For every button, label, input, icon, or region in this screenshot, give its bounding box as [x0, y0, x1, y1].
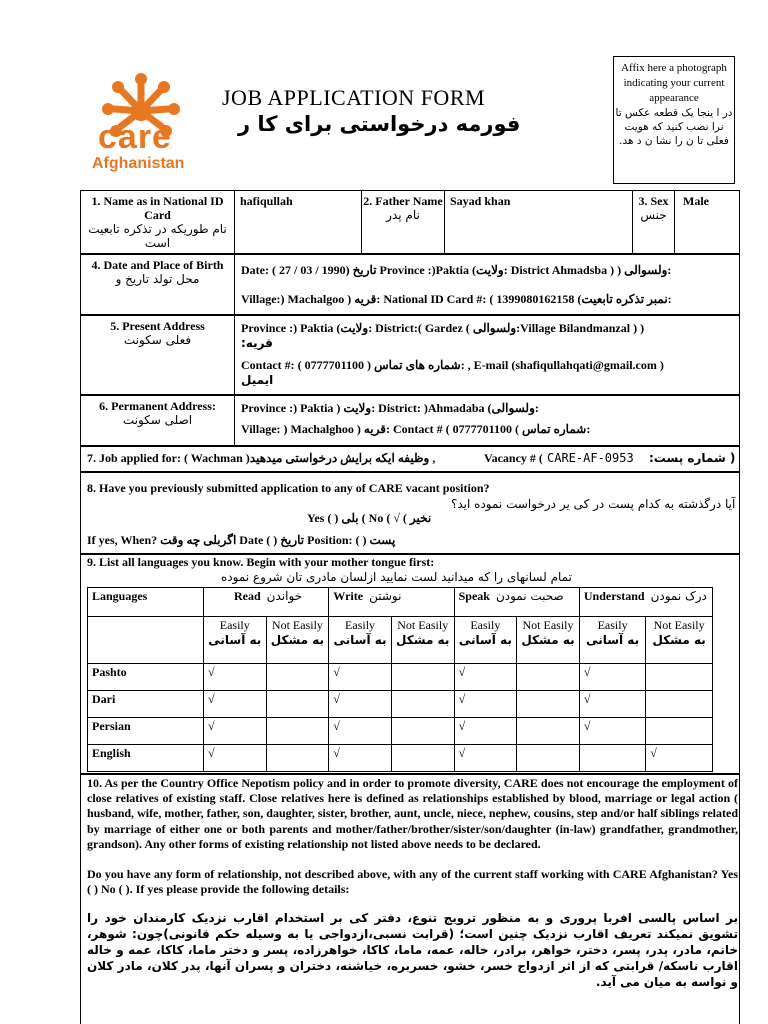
present-line-1b: قریه: [241, 336, 273, 350]
skill-checkmark-cell[interactable] [266, 691, 329, 718]
col-write: Write نوشتن [329, 588, 454, 617]
skill-checkmark-cell[interactable]: √ [204, 718, 267, 745]
father-label-cell [361, 191, 444, 253]
skill-checkmark-cell[interactable]: √ [329, 691, 392, 718]
father-value-cell[interactable] [444, 191, 632, 253]
col-languages: Languages [88, 588, 204, 617]
nepotism-policy-text: 10. As per the Country Office Nepotism policy and in order to promote diversity, CARE does not encourage the employment of close relatives of existing staff. Close relatives here is defined as relationships established by blood, marriage or legal action ( husband, wife, mother, father, son, daughter, sister, brother, aunt, uncle, niece, nephew, cousins, step and/or half siblings related by marriage of either one or both parents and mother/father/brother/sister/son/daughter (in-law) grandfather, grandmother, grandson). Any other forms of existing relationship not listed above needs to be declared. [87, 776, 738, 851]
present-label: 5. Present Address [110, 319, 205, 333]
language-name: English [88, 745, 204, 772]
birth-label-cell [81, 255, 234, 314]
vacancy-label: Vacancy # ( [484, 451, 543, 465]
skill-checkmark-cell[interactable]: √ [454, 718, 517, 745]
name-label: 1. Name as in National ID Card [91, 194, 224, 222]
name-label-cell [81, 191, 234, 253]
birth-value-cell[interactable] [234, 255, 739, 314]
skill-checkmark-cell[interactable] [391, 718, 454, 745]
vacancy-value[interactable]: CARE-AF-0953 [547, 451, 634, 465]
easily-header: Easily به آسانی [454, 617, 517, 664]
skill-checkmark-cell[interactable]: √ [454, 745, 517, 772]
easily-header: Easily به آسانی [579, 617, 645, 664]
relationship-question[interactable]: Do you have any form of relationship, not described above, with any of the current staff working with CARE Afghanistan? Yes ( ) No ( ). If yes please provide the following details: [87, 867, 738, 897]
permanent-value-cell[interactable] [234, 396, 739, 445]
skill-checkmark-cell[interactable] [646, 664, 713, 691]
skill-level-row [88, 617, 713, 664]
col-speak: Speak صحبت نمودن [454, 588, 579, 617]
prev-when[interactable]: If yes, When? اگربلی چه وقت Date ( ) تاریخ Position: ( ) پست [87, 533, 396, 547]
sex-label: 3. Sex [638, 194, 669, 208]
logo-word: care [98, 118, 172, 156]
skill-checkmark-cell[interactable] [266, 664, 329, 691]
not-easily-header: Not Easily به مشکل [646, 617, 713, 664]
name-value-cell[interactable] [234, 191, 361, 253]
col-understand: Understand درک نمودن [579, 588, 712, 617]
sex-label-fa: جنس [640, 208, 667, 222]
easily-header: Easily به آسانی [204, 617, 267, 664]
father-label-fa: نام پدر [386, 208, 420, 222]
language-name: Pashto [88, 664, 204, 691]
skill-checkmark-cell[interactable]: √ [204, 664, 267, 691]
permanent-line-2[interactable]: Village: ) Machalghoo ) قریه: Contact # ( 0777701100 ( شماره تماس: [241, 422, 591, 436]
skill-checkmark-cell[interactable]: √ [329, 745, 392, 772]
skill-checkmark-cell[interactable] [646, 691, 713, 718]
photo-instruction: Affix here a photograph indicating your current appearance [621, 62, 727, 104]
skill-checkmark-cell[interactable]: √ [204, 745, 267, 772]
easily-header: Easily به آسانی [329, 617, 392, 664]
skill-checkmark-cell[interactable] [579, 745, 645, 772]
present-value-cell[interactable] [234, 316, 739, 394]
birth-label-fa: محل تولد تاریخ و [115, 272, 200, 286]
nepotism-policy-fa: بر اساس پالسی افربا پروری و به منظور ترویج تنوع، دفتر کی بر استخدام اقارب نزدیک کارمندان خود را تشویق نمیکند تعریف اقارب نزدیک چنین است؛ (قرابت نسبی،ازدواجی یا به وسیله حکم قانونی)چون: شوهر، خانم، مادر، پدر، پسر، دختر، خواهر، برادر، خاله، عمه، ماما، کاکا، خواهرزاده، پسر و دختر ماما، کاکا، عمه و خاله اقارب ناسکه/ قرابتی که از اثر ازدواج خسر، خشو، خسربره، خیاشنه، دختران و پسران آنها، پدر کلان، مادر کلان و نواسه به میان می آید. [87, 911, 738, 989]
present-label-fa: فعلی سکونت [123, 333, 192, 347]
name-label-fa: نام طوریکه در تذکره تابعیت است [88, 222, 227, 250]
skill-checkmark-cell[interactable] [391, 745, 454, 772]
blank-cell [88, 617, 204, 664]
not-easily-header: Not Easily به مشکل [391, 617, 454, 664]
sex-value[interactable]: Male [683, 194, 709, 208]
language-row [88, 664, 713, 691]
skill-checkmark-cell[interactable]: √ [579, 664, 645, 691]
permanent-line-1[interactable]: Province :) Paktia ) ولایت: District: )Ahmadaba (ولسوالی: [241, 401, 539, 415]
prev-question: 8. Have you previously submitted application to any of CARE vacant position? [87, 481, 490, 495]
permanent-label-cell [81, 396, 234, 445]
language-row [88, 691, 713, 718]
name-value[interactable]: hafiqullah [240, 194, 293, 208]
languages-table [87, 587, 713, 772]
skill-checkmark-cell[interactable] [517, 664, 580, 691]
not-easily-header: Not Easily به مشکل [517, 617, 580, 664]
present-line-2[interactable]: Contact #: ( 0777701100 ) شماره های تماس: , E-mail (shafiqullahqati@gmail.com ) [241, 358, 664, 372]
form-title-fa: فورمه درخواستی برای کا ر [238, 112, 521, 136]
languages-title-fa: تمام لسانهای را که میدانید لست نمایید ازلسان مادری تان شروع نموده [221, 570, 572, 584]
logo-country: Afghanistan [92, 155, 185, 172]
skill-checkmark-cell[interactable]: √ [579, 691, 645, 718]
sex-label-cell [632, 191, 674, 253]
skill-checkmark-cell[interactable]: √ [329, 718, 392, 745]
present-line-1[interactable]: Province :) Paktia (ولایت: District:( Gardez ( ولسوالی:Village Bilandmanzal ) ) [241, 321, 645, 335]
not-easily-header: Not Easily به مشکل [266, 617, 329, 664]
skill-checkmark-cell[interactable] [517, 691, 580, 718]
skill-checkmark-cell[interactable] [266, 745, 329, 772]
section-present-address [80, 315, 740, 395]
skill-checkmark-cell[interactable] [266, 718, 329, 745]
permanent-label: 6. Permanent Address: [99, 399, 216, 413]
photo-instruction-fa: در ا ینجا یک قطعه عکس تا نرا نصب کنید که هویت فعلی تا ن را نشا ن د هد. [615, 107, 733, 147]
father-value[interactable]: Sayad khan [450, 194, 511, 208]
prev-yes-no[interactable]: Yes ( ) بلی ( No ( √ ( نخیر [307, 511, 432, 525]
skill-checkmark-cell[interactable]: √ [329, 664, 392, 691]
skill-checkmark-cell[interactable] [517, 718, 580, 745]
skill-checkmark-cell[interactable] [391, 664, 454, 691]
birth-line-2[interactable]: Village:) Machalgoo ) قریه: National ID Card #: ( 1399080162158 (نمبر تذکره تابعیت: [241, 292, 672, 306]
nepotism-policy [87, 776, 738, 897]
present-label-cell [81, 316, 234, 394]
birth-label: 4. Date and Place of Birth [91, 258, 224, 272]
prev-question-fa: آیا درگذشته به کدام پست در کی یر درخواست نموده اید؟ [451, 497, 736, 511]
skill-checkmark-cell[interactable] [391, 691, 454, 718]
permanent-label-fa: اصلی سکونت [122, 413, 193, 427]
father-label: 2. Father Name [363, 194, 443, 208]
languages-title: 9. List all languages you know. Begin with your mother tongue first: [87, 555, 435, 569]
vacancy-label-fa: ( شماره پست: [649, 451, 736, 465]
language-name: Persian [88, 718, 204, 745]
language-rows [88, 664, 713, 772]
sex-value-cell[interactable] [674, 191, 739, 253]
job-applied[interactable]: 7. Job applied for: ( Wachman )وظیفه ایکه برایش درخواستی میدهید , [87, 451, 436, 465]
language-name: Dari [88, 691, 204, 718]
birth-line-1[interactable]: Date: ( 27 / 03 / 1990) تاریخ Province :)Paktia (ولایت: District Ahmadsba ) ) ولسوالی: [241, 263, 672, 277]
col-read: Read خواندن [204, 588, 329, 617]
skill-checkmark-cell[interactable]: √ [454, 691, 517, 718]
section-previous-application [80, 472, 740, 554]
section-birth [80, 254, 740, 315]
language-row [88, 745, 713, 772]
form-title: JOB APPLICATION FORM [222, 85, 486, 110]
skill-checkmark-cell[interactable]: √ [204, 691, 267, 718]
skill-checkmark-cell[interactable] [517, 745, 580, 772]
section-job-applied [80, 446, 740, 472]
photo-box[interactable] [613, 56, 735, 184]
skill-checkmark-cell[interactable]: √ [454, 664, 517, 691]
language-row [88, 718, 713, 745]
skill-checkmark-cell[interactable]: √ [646, 745, 713, 772]
skill-checkmark-cell[interactable]: √ [579, 718, 645, 745]
skill-checkmark-cell[interactable] [646, 718, 713, 745]
section-permanent-address [80, 395, 740, 446]
section-name [80, 190, 740, 254]
present-line-2b: ایمیل [241, 373, 274, 387]
